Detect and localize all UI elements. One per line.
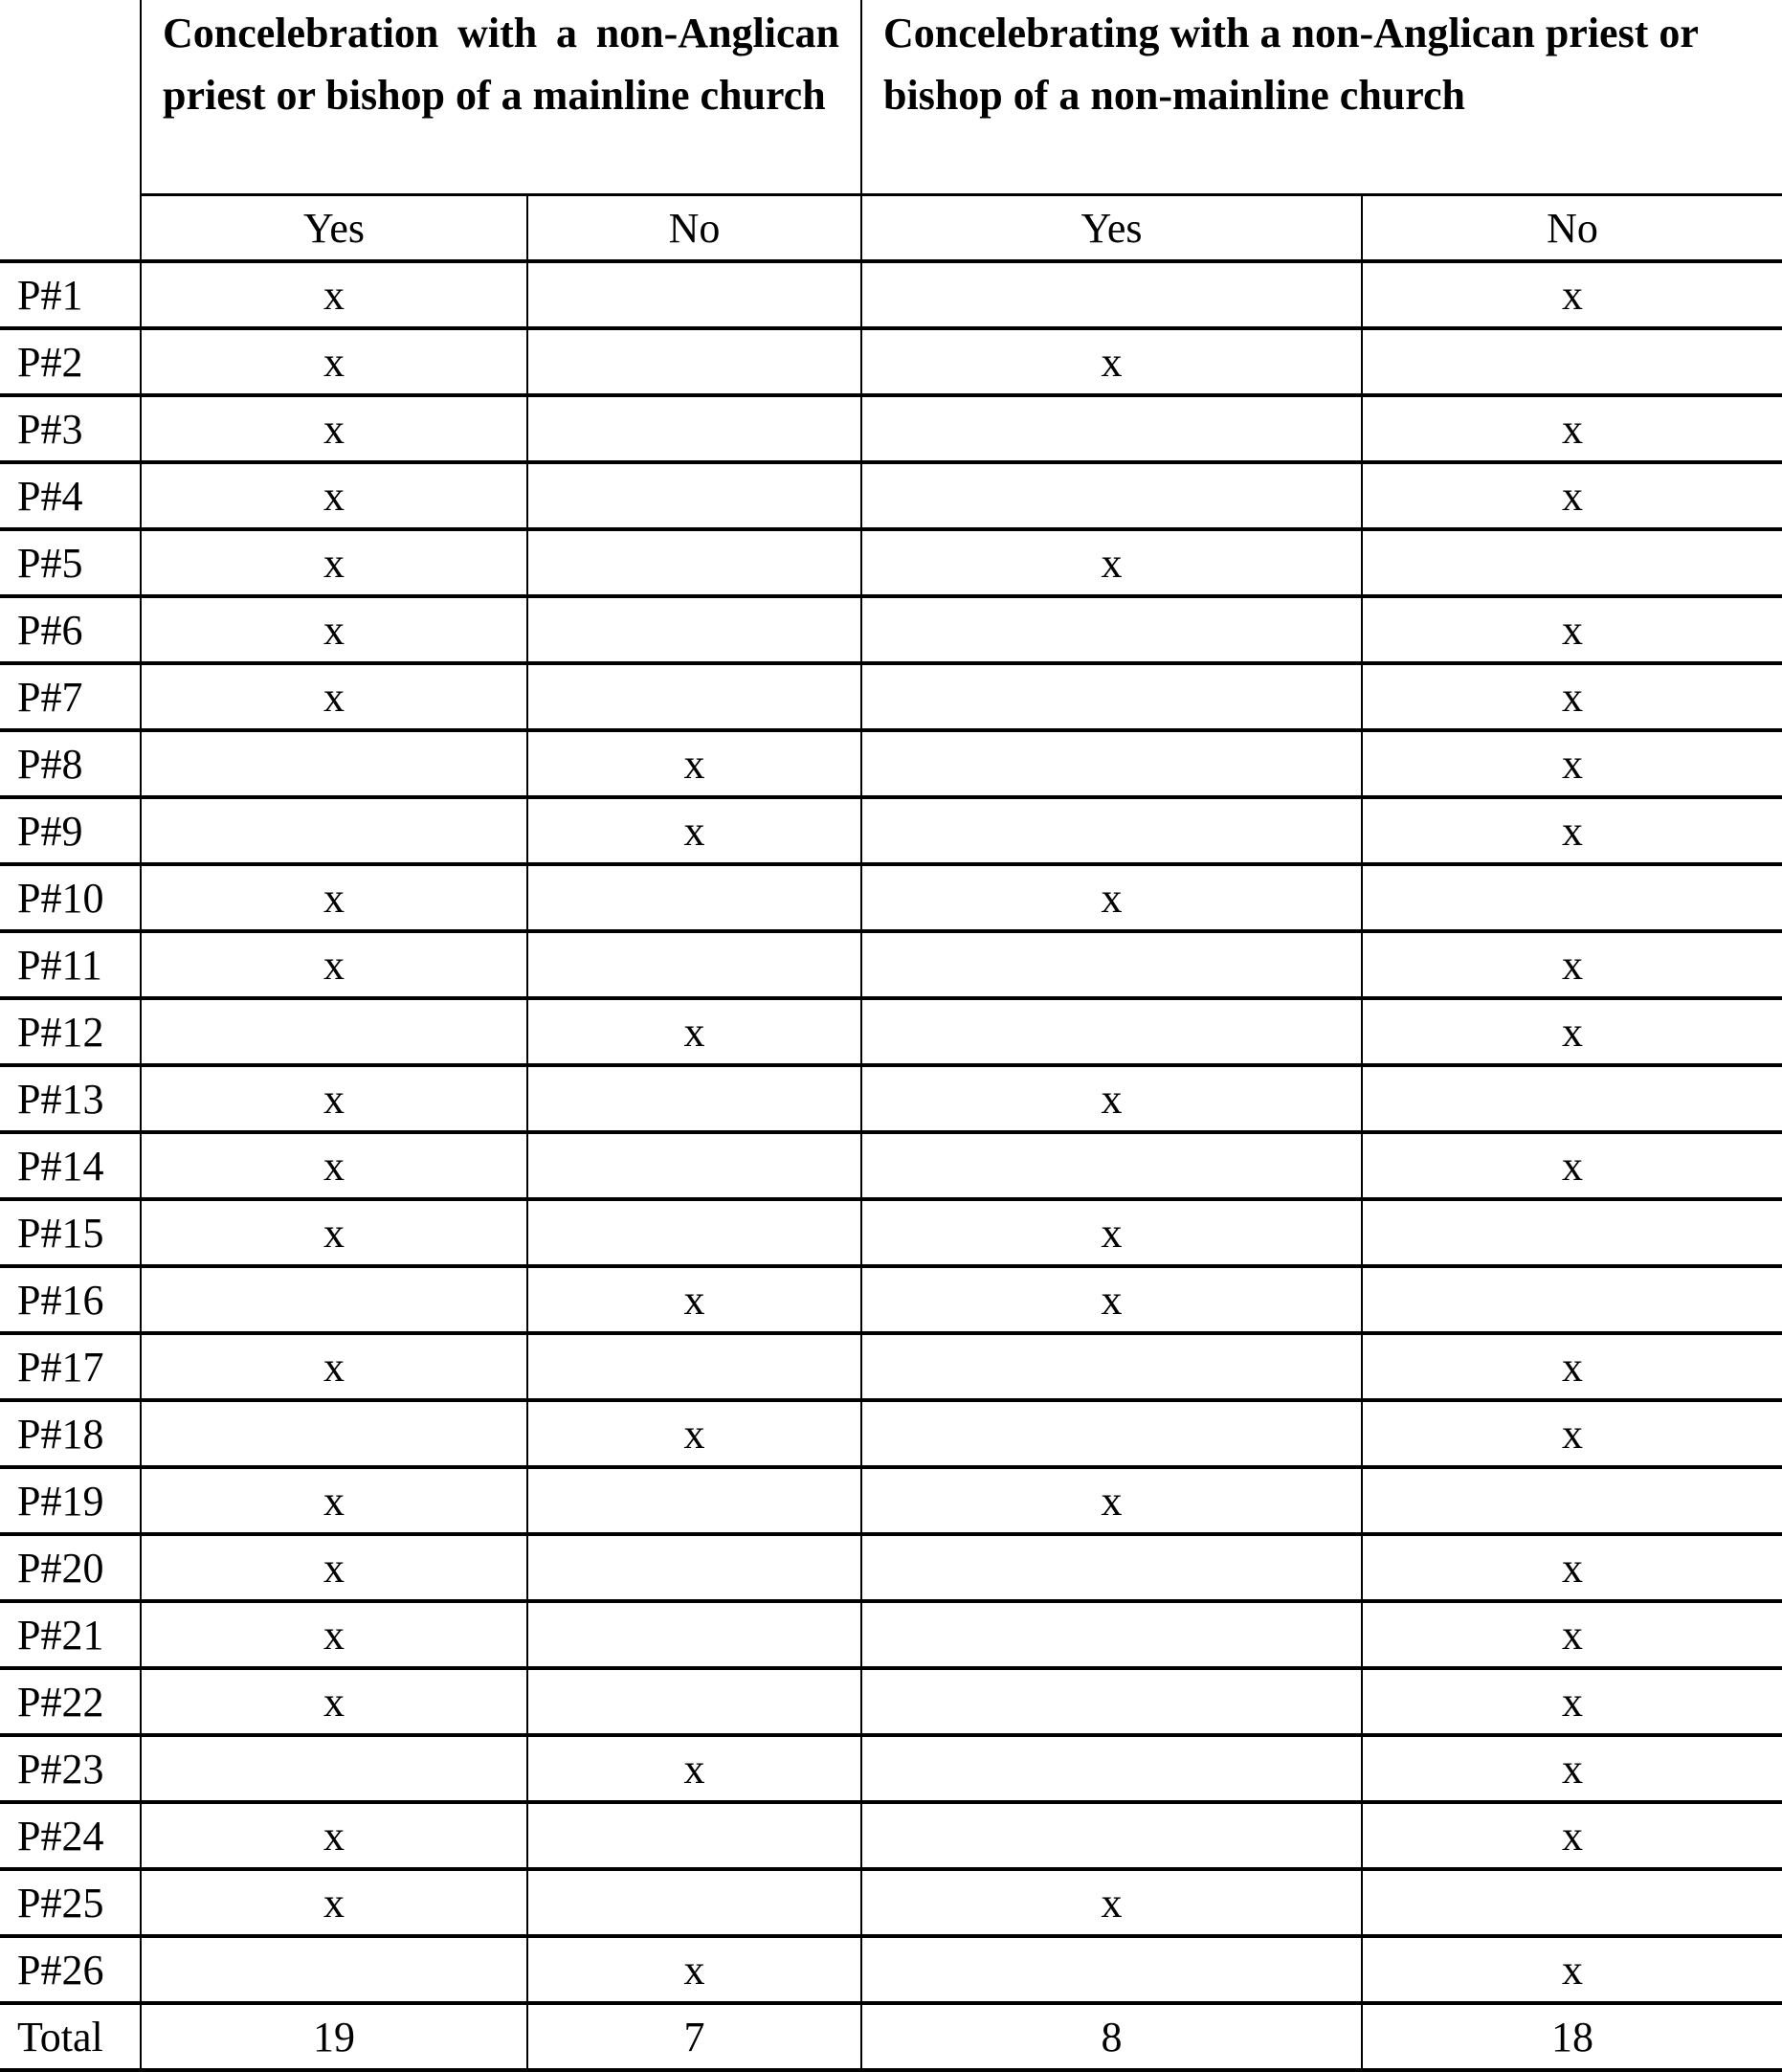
table-row [0,1266,1782,1333]
participant-label: P#18 [0,1400,141,1467]
cell-non-mainline-yes: 8 [861,2003,1362,2070]
participant-label: P#13 [0,1065,141,1132]
table-row [0,1869,1782,1936]
table-row [0,1333,1782,1400]
table-row [0,1400,1782,1467]
subheader-mainline-no: No [527,195,861,262]
cell-mainline-yes [141,998,527,1065]
cell-non-mainline-no [1362,328,1782,395]
cell-mainline-yes: x [141,328,527,395]
cell-mainline-no: x [527,1400,861,1467]
cell-non-mainline-no [1362,529,1782,596]
corner-cell [0,195,141,262]
cell-non-mainline-yes [861,1668,1362,1735]
cell-mainline-no [527,1467,861,1534]
cell-mainline-no [527,1869,861,1936]
participant-label: P#22 [0,1668,141,1735]
cell-non-mainline-no: x [1362,1132,1782,1199]
participant-label: P#25 [0,1869,141,1936]
cell-non-mainline-yes: x [861,328,1362,395]
table-body [0,261,1782,2070]
cell-non-mainline-yes [861,1534,1362,1601]
cell-mainline-no: x [527,1735,861,1802]
cell-mainline-yes: x [141,395,527,462]
participant-label: P#7 [0,663,141,730]
cell-mainline-no [527,529,861,596]
cell-mainline-yes: x [141,596,527,663]
participant-label: P#10 [0,864,141,931]
table-row [0,663,1782,730]
cell-non-mainline-yes [861,1132,1362,1199]
cell-mainline-yes: 19 [141,2003,527,2070]
cell-non-mainline-yes [861,1936,1362,2003]
cell-mainline-yes: x [141,1802,527,1869]
cell-non-mainline-yes [861,462,1362,529]
cell-mainline-yes [141,1266,527,1333]
cell-non-mainline-no: x [1362,395,1782,462]
cell-non-mainline-no: x [1362,261,1782,328]
cell-mainline-yes: x [141,1601,527,1668]
subheader-non-mainline-yes: Yes [861,195,1362,262]
cell-mainline-yes [141,1400,527,1467]
cell-mainline-no: x [527,797,861,864]
cell-non-mainline-no: x [1362,462,1782,529]
cell-mainline-yes: x [141,663,527,730]
subheader-non-mainline-no: No [1362,195,1782,262]
table-row [0,931,1782,998]
cell-non-mainline-yes [861,663,1362,730]
table-row [0,730,1782,797]
participant-label: P#2 [0,328,141,395]
cell-non-mainline-no: x [1362,663,1782,730]
total-row [0,2003,1782,2070]
table-row [0,328,1782,395]
participant-label: P#21 [0,1601,141,1668]
participant-label: P#12 [0,998,141,1065]
cell-mainline-no: x [527,1266,861,1333]
participant-label: P#6 [0,596,141,663]
cell-mainline-yes: x [141,1132,527,1199]
cell-mainline-yes: x [141,1065,527,1132]
cell-mainline-yes: x [141,1869,527,1936]
cell-mainline-no [527,1802,861,1869]
cell-mainline-no: x [527,998,861,1065]
cell-mainline-yes: x [141,529,527,596]
cell-mainline-yes: x [141,864,527,931]
cell-non-mainline-yes: x [861,529,1362,596]
cell-non-mainline-no [1362,1266,1782,1333]
cell-non-mainline-no: x [1362,931,1782,998]
table-row [0,1735,1782,1802]
table-row [0,261,1782,328]
cell-non-mainline-yes [861,931,1362,998]
cell-non-mainline-no: x [1362,1333,1782,1400]
cell-non-mainline-no: x [1362,1936,1782,2003]
cell-mainline-yes: x [141,261,527,328]
cell-mainline-yes: x [141,1333,527,1400]
participant-label: P#1 [0,261,141,328]
participant-label: P#19 [0,1467,141,1534]
cell-mainline-yes: x [141,1534,527,1601]
group-header-mainline: Concelebration with a non-Anglican priest or bishop of a mainline church [141,0,861,195]
cell-non-mainline-yes: x [861,1266,1362,1333]
table-row [0,1936,1782,2003]
table-row [0,1802,1782,1869]
cell-mainline-yes [141,1735,527,1802]
cell-mainline-yes [141,730,527,797]
table-row [0,462,1782,529]
cell-non-mainline-no: x [1362,1400,1782,1467]
cell-mainline-no [527,596,861,663]
cell-mainline-no [527,1065,861,1132]
cell-non-mainline-yes [861,730,1362,797]
participant-label: P#16 [0,1266,141,1333]
cell-mainline-yes: x [141,931,527,998]
cell-non-mainline-no [1362,1065,1782,1132]
cell-non-mainline-no [1362,1467,1782,1534]
cell-mainline-yes: x [141,1467,527,1534]
cell-mainline-no [527,1199,861,1266]
cell-non-mainline-no: x [1362,1668,1782,1735]
cell-non-mainline-no: x [1362,1802,1782,1869]
cell-mainline-no [527,931,861,998]
cell-non-mainline-no: x [1362,730,1782,797]
participant-label: P#11 [0,931,141,998]
participant-label: P#26 [0,1936,141,2003]
cell-mainline-no [527,328,861,395]
cell-non-mainline-yes [861,1333,1362,1400]
table-row [0,1199,1782,1266]
table-row [0,864,1782,931]
participant-label: P#5 [0,529,141,596]
cell-non-mainline-no: x [1362,596,1782,663]
participant-label: P#4 [0,462,141,529]
cell-non-mainline-no: x [1362,1735,1782,1802]
cell-non-mainline-yes: x [861,1199,1362,1266]
cell-mainline-no [527,1601,861,1668]
participant-label: P#15 [0,1199,141,1266]
cell-non-mainline-yes [861,1802,1362,1869]
table-row [0,1065,1782,1132]
cell-mainline-yes [141,797,527,864]
cell-mainline-no: x [527,730,861,797]
cell-non-mainline-yes: x [861,1467,1362,1534]
cell-mainline-no [527,1333,861,1400]
cell-non-mainline-yes: x [861,1869,1362,1936]
participant-label: P#24 [0,1802,141,1869]
cell-mainline-no [527,462,861,529]
cell-non-mainline-yes: x [861,1065,1362,1132]
cell-mainline-no [527,1668,861,1735]
cell-non-mainline-no: 18 [1362,2003,1782,2070]
cell-non-mainline-no: x [1362,797,1782,864]
cell-non-mainline-yes [861,395,1362,462]
participant-label: P#8 [0,730,141,797]
cell-non-mainline-no: x [1362,998,1782,1065]
cell-non-mainline-no [1362,1869,1782,1936]
table-row [0,1668,1782,1735]
table-row [0,1467,1782,1534]
cell-mainline-no [527,1534,861,1601]
cell-non-mainline-no [1362,864,1782,931]
cell-mainline-yes [141,1936,527,2003]
group-header-non-mainline: Concelebrating with a non-Anglican priest or bishop of a non-mainline church [861,0,1782,195]
cell-mainline-no [527,261,861,328]
cell-non-mainline-yes [861,1400,1362,1467]
cell-mainline-no: 7 [527,2003,861,2070]
cell-mainline-no [527,864,861,931]
group-header-row [0,0,1782,195]
participant-label: Total [0,2003,141,2070]
cell-mainline-no: x [527,1936,861,2003]
table-row [0,998,1782,1065]
cell-non-mainline-yes [861,596,1362,663]
cell-non-mainline-yes [861,998,1362,1065]
cell-mainline-no [527,395,861,462]
table-row [0,1601,1782,1668]
participant-label: P#20 [0,1534,141,1601]
cell-mainline-yes: x [141,1199,527,1266]
participant-label: P#9 [0,797,141,864]
cell-non-mainline-no: x [1362,1534,1782,1601]
participant-label: P#3 [0,395,141,462]
corner-cell [0,0,141,195]
participant-label: P#17 [0,1333,141,1400]
participant-label: P#14 [0,1132,141,1199]
cell-non-mainline-yes [861,797,1362,864]
participant-label: P#23 [0,1735,141,1802]
table-row [0,1534,1782,1601]
cell-mainline-yes: x [141,462,527,529]
subheader-mainline-yes: Yes [141,195,527,262]
table-row [0,596,1782,663]
cell-mainline-no [527,663,861,730]
cell-non-mainline-no [1362,1199,1782,1266]
cell-non-mainline-yes [861,1601,1362,1668]
cell-non-mainline-yes [861,1735,1362,1802]
cell-non-mainline-no: x [1362,1601,1782,1668]
subheader-row [0,195,1782,262]
table-row [0,395,1782,462]
cell-mainline-no [527,1132,861,1199]
table-row [0,529,1782,596]
cell-non-mainline-yes [861,261,1362,328]
table-row [0,1132,1782,1199]
cell-mainline-yes: x [141,1668,527,1735]
cell-non-mainline-yes: x [861,864,1362,931]
table-row [0,797,1782,864]
